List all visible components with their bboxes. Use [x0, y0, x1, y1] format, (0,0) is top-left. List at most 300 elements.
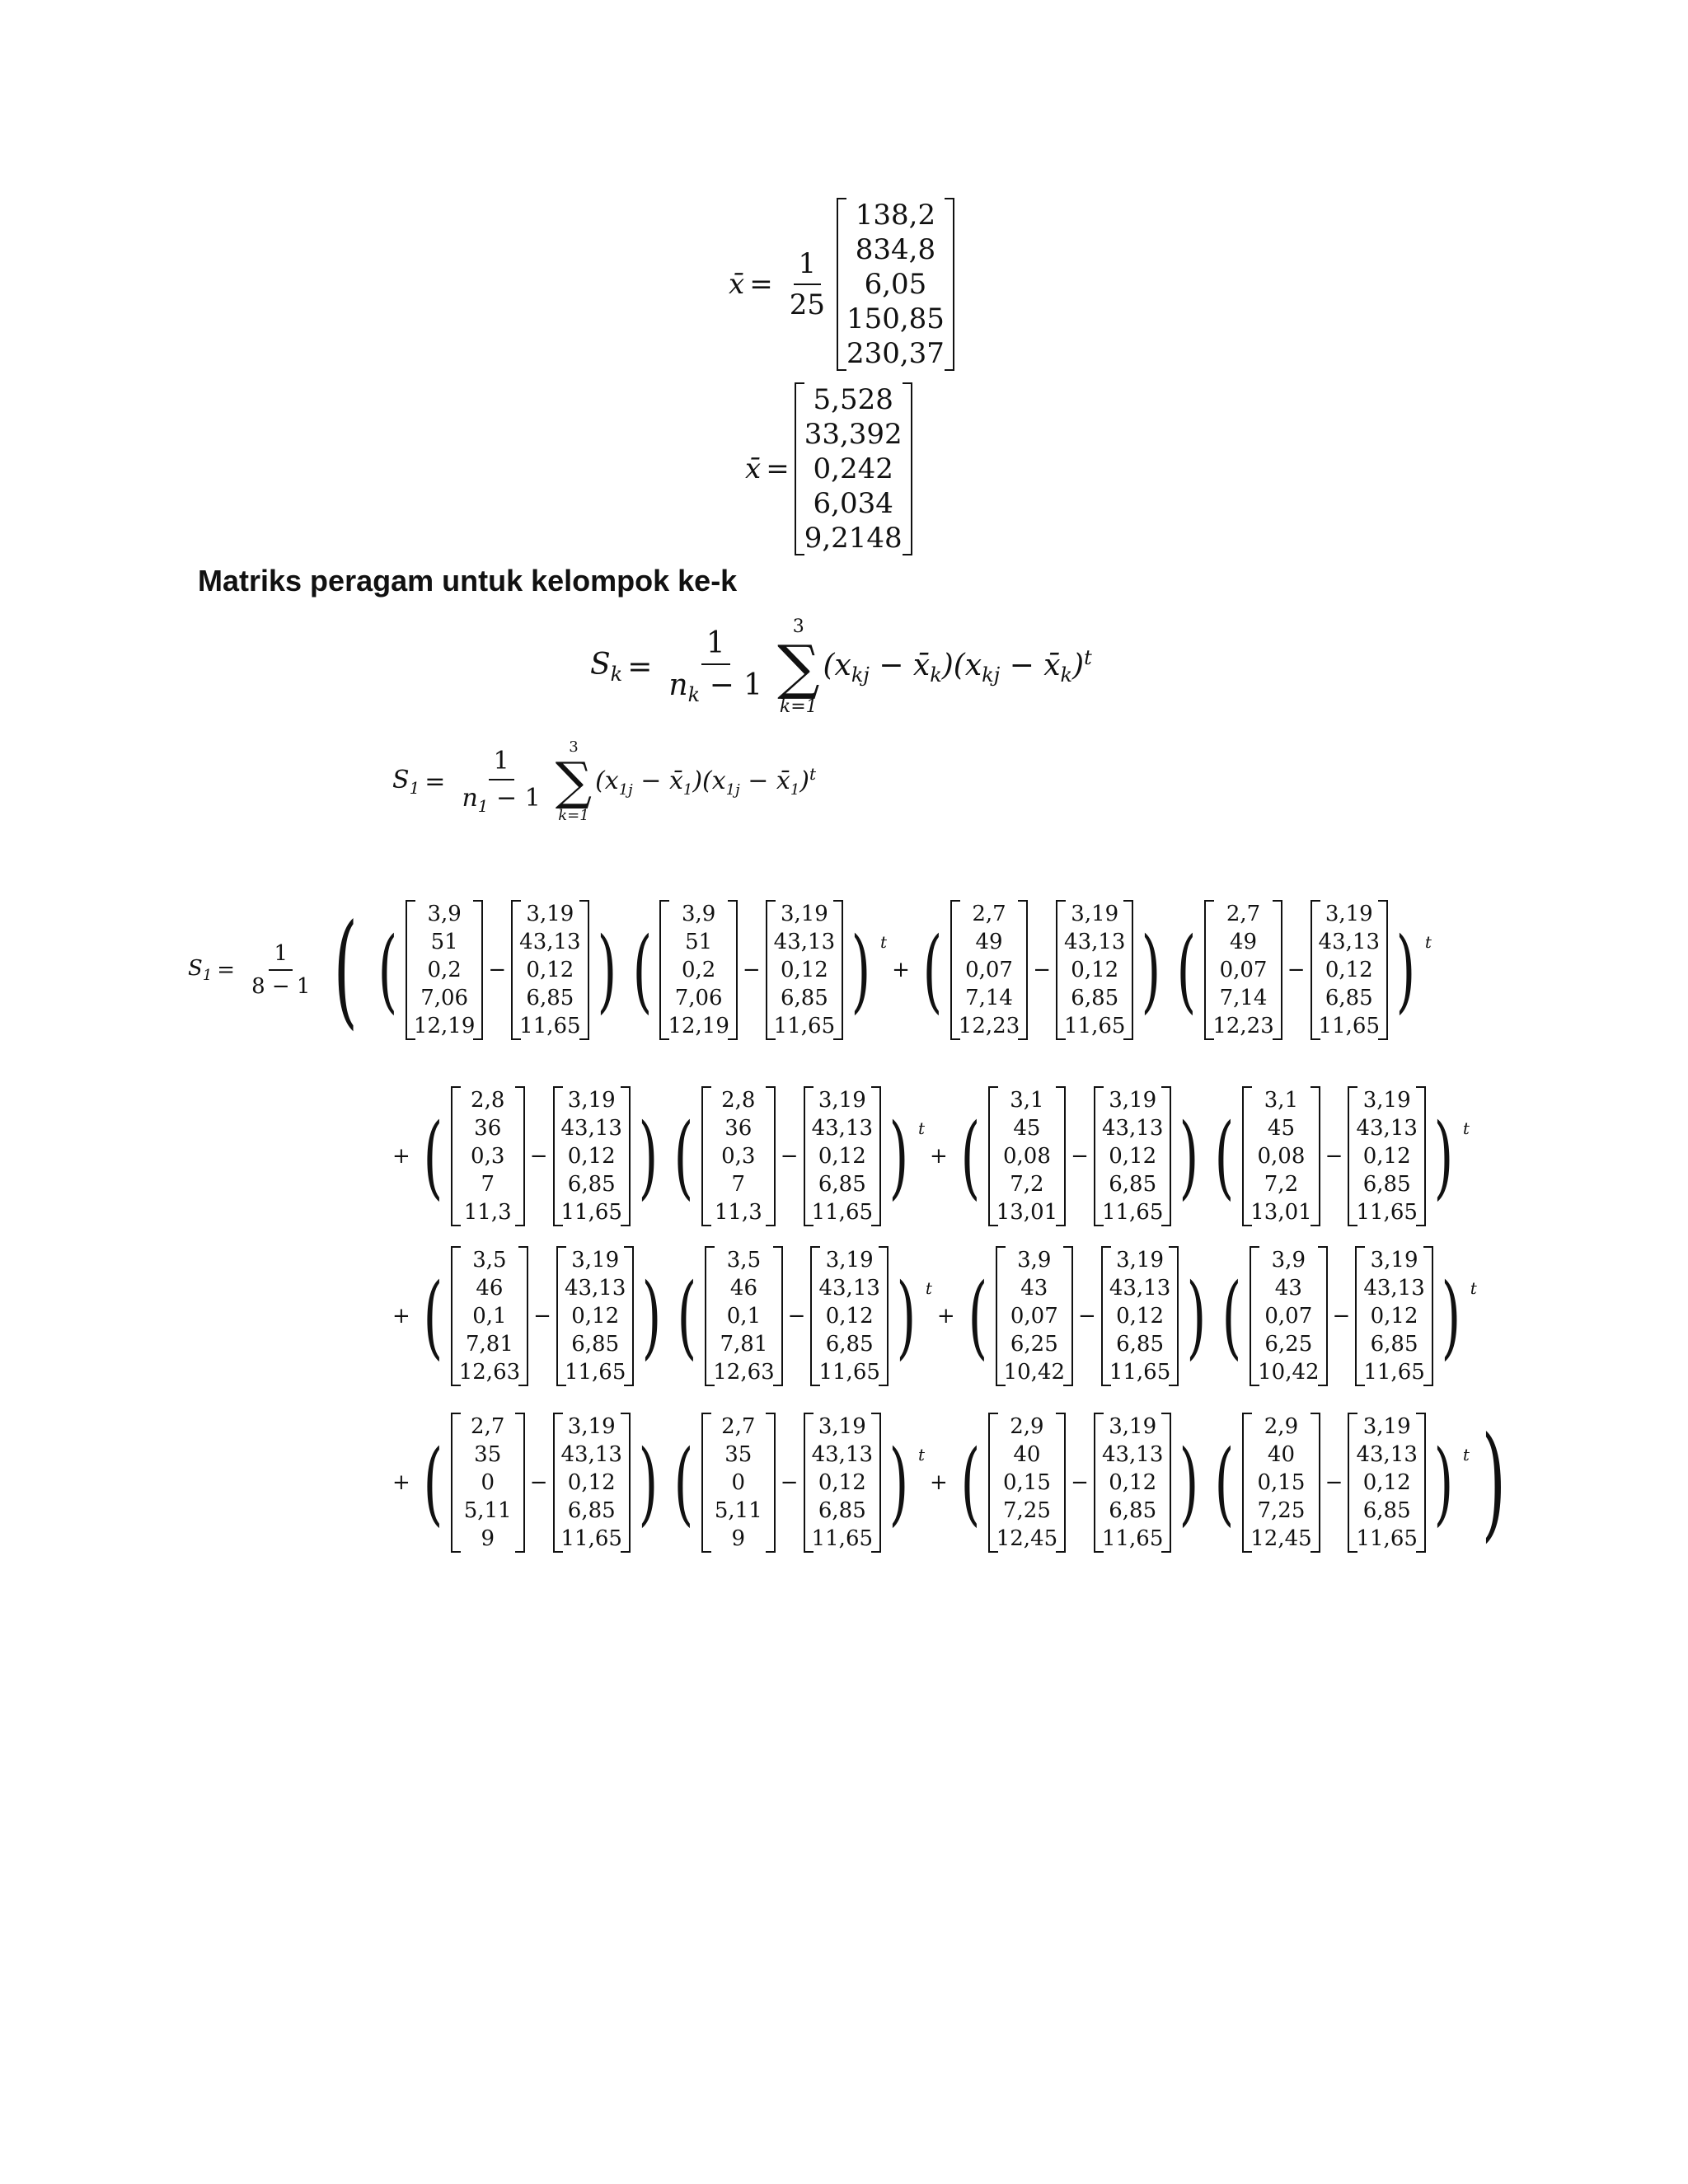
- minus-sign: −: [529, 1144, 548, 1169]
- observation-vector: [996, 1246, 1073, 1386]
- matrix-entry: 0,2: [681, 958, 716, 982]
- matrix-entry: 0,1: [472, 1304, 507, 1329]
- plus-sign: +: [392, 1304, 410, 1329]
- matrix-entry: 6,25: [1010, 1332, 1058, 1357]
- difference-group: [1169, 900, 1423, 1040]
- close-paren: ): [1395, 917, 1416, 1023]
- transpose-mark: t: [917, 1118, 925, 1138]
- difference-group: [915, 900, 1170, 1040]
- matrix-entry: 49: [1229, 930, 1258, 954]
- matrix-entry: 0,08: [1257, 1144, 1306, 1169]
- matrix-entry: 3,19: [818, 1414, 866, 1439]
- open-paren: (: [1214, 1430, 1235, 1535]
- difference-group: [415, 1413, 666, 1553]
- matrix-entry: 11,65: [818, 1360, 880, 1385]
- minus-sign: −: [1033, 958, 1052, 982]
- matrix-entry: 3,19: [1109, 1088, 1157, 1113]
- mean-vector: [1348, 1086, 1425, 1226]
- matrix-entry: 6,85: [1362, 1172, 1411, 1197]
- fraction-denominator: 8 − 1: [251, 974, 311, 999]
- difference-group: [415, 1246, 670, 1386]
- matrix-entry: 3,19: [1325, 902, 1373, 926]
- outer-product-term: [960, 1246, 1477, 1386]
- matrix-entry: 0: [481, 1470, 495, 1495]
- xbar-sum-equation: x̄ = $\frac{1}{25}$ 138,2 834,8 6,05 150,85 230,37: [729, 198, 954, 371]
- matrix-entry: 45: [1267, 1116, 1295, 1141]
- matrix-entry: 0,12: [526, 958, 574, 982]
- matrix-entry: 3,9: [427, 902, 462, 926]
- expansion-lhs: $S_1$: [188, 955, 213, 985]
- matrix-entry: 11,65: [1356, 1200, 1418, 1225]
- open-paren: (: [677, 1263, 697, 1369]
- expansion-fraction: [246, 941, 315, 999]
- difference-group: [1207, 1413, 1461, 1553]
- mean-vector: 5,528 33,392 0,242 6,034 9,2148: [795, 382, 912, 555]
- matrix-entry: 0,07: [965, 958, 1013, 982]
- matrix-entry: 7,2: [1010, 1172, 1044, 1197]
- matrix-entry: 43,13: [1363, 1276, 1425, 1301]
- matrix-entry: 11,65: [1363, 1360, 1425, 1385]
- minus-sign: −: [529, 1470, 548, 1495]
- matrix-entry: 40: [1267, 1442, 1295, 1467]
- s1-product: ($x_{1j}$ − $x̄_1)(x_{1j}$ − $x̄_1)^t$: [595, 764, 817, 799]
- observation-vector: [1242, 1413, 1320, 1553]
- outer-product-term: [415, 1086, 925, 1226]
- difference-group: [953, 1413, 1207, 1553]
- matrix-entry: 11,65: [811, 1200, 874, 1225]
- close-paren: ): [597, 917, 617, 1023]
- plus-sign: +: [930, 1470, 948, 1495]
- close-paren: ): [851, 917, 871, 1023]
- matrix-entry: 3,19: [567, 1414, 616, 1439]
- matrix-entry: 43,13: [1109, 1276, 1171, 1301]
- sk-fraction: $\frac{1}{n_k - 1}$: [668, 626, 763, 707]
- matrix-entry: 0,12: [1109, 1470, 1157, 1495]
- open-paren: (: [423, 1430, 443, 1535]
- matrix-entry: 43,13: [560, 1442, 622, 1467]
- open-paren: (: [632, 917, 652, 1023]
- close-paren: ): [896, 1263, 917, 1369]
- matrix-entry: 12,63: [713, 1360, 775, 1385]
- matrix-entry: 0,12: [1071, 958, 1119, 982]
- matrix-entry: 3,19: [567, 1088, 616, 1113]
- matrix-entry: 0,07: [1219, 958, 1268, 982]
- matrix-entry: 2,7: [471, 1414, 505, 1439]
- close-paren: ): [1179, 1430, 1199, 1535]
- xbar-symbol: x̄: [745, 452, 762, 485]
- matrix-entry: 46: [729, 1276, 757, 1301]
- matrix-entry: 43,13: [564, 1276, 626, 1301]
- matrix-entry: 7: [481, 1172, 495, 1197]
- outer-open-paren: (: [334, 898, 359, 1042]
- mean-vector: [556, 1246, 634, 1386]
- transpose-mark: t: [917, 1445, 925, 1465]
- observation-vector: [406, 900, 483, 1040]
- matrix-entry: 0,12: [825, 1304, 874, 1329]
- matrix-entry: 7,14: [965, 986, 1013, 1010]
- matrix-entry: 7,25: [1257, 1498, 1306, 1523]
- open-paren: (: [960, 1430, 981, 1535]
- matrix-entry: 12,19: [668, 1014, 729, 1038]
- matrix-entry: 43,13: [1101, 1442, 1164, 1467]
- outer-close-paren: ): [1481, 1411, 1506, 1554]
- observation-vector: [988, 1413, 1066, 1553]
- plus-sign: +: [892, 958, 910, 982]
- matrix-entry: 0,07: [1264, 1304, 1313, 1329]
- outer-product-term: [415, 1413, 925, 1553]
- matrix-entry: 0,1: [726, 1304, 762, 1329]
- matrix-entry: 43,13: [1356, 1442, 1418, 1467]
- outer-product-term: [370, 900, 887, 1040]
- matrix-entry: 13,01: [1250, 1200, 1312, 1225]
- matrix-entry: 3,9: [1017, 1248, 1052, 1272]
- matrix-entry: 5,11: [463, 1498, 512, 1523]
- outer-product-term: [915, 900, 1432, 1040]
- expansion-row-1: [188, 900, 1432, 1040]
- transpose-mark: t: [880, 932, 888, 952]
- close-paren: ): [642, 1263, 662, 1369]
- close-paren: ): [1186, 1263, 1207, 1369]
- matrix-entry: 6,85: [1109, 1172, 1157, 1197]
- difference-group: [415, 1086, 666, 1226]
- open-paren: (: [922, 917, 943, 1023]
- matrix-entry: 0,12: [571, 1304, 620, 1329]
- matrix-entry: 0,12: [1362, 1470, 1411, 1495]
- difference-group: [953, 1086, 1207, 1226]
- matrix-entry: 7,2: [1264, 1172, 1299, 1197]
- matrix-entry: 3,19: [526, 902, 574, 926]
- matrix-entry: 11,65: [1101, 1200, 1164, 1225]
- minus-sign: −: [780, 1470, 799, 1495]
- matrix-entry: 6,85: [1325, 986, 1373, 1010]
- matrix-entry: 43,13: [818, 1276, 880, 1301]
- mean-vector: [810, 1246, 888, 1386]
- open-paren: (: [1214, 1104, 1235, 1209]
- observation-vector: [988, 1086, 1066, 1226]
- difference-group: [370, 900, 625, 1040]
- matrix-entry: 0,12: [1362, 1144, 1411, 1169]
- matrix-entry: 0,07: [1010, 1304, 1058, 1329]
- section-heading: Matriks peragam untuk kelompok ke-k: [198, 564, 738, 598]
- observation-vector: [451, 1086, 525, 1226]
- matrix-entry: 0,2: [427, 958, 462, 982]
- matrix-entry: 11,65: [560, 1200, 622, 1225]
- matrix-entry: 3,5: [472, 1248, 507, 1272]
- mean-vector: [1355, 1246, 1432, 1386]
- matrix-entry: 43,13: [560, 1116, 622, 1141]
- open-paren: (: [673, 1430, 694, 1535]
- close-paren: ): [889, 1104, 909, 1209]
- observation-vector: [1250, 1246, 1327, 1386]
- matrix-entry: 12,23: [958, 1014, 1020, 1038]
- minus-sign: −: [1071, 1144, 1089, 1169]
- matrix-entry: 6,25: [1264, 1332, 1313, 1357]
- matrix-entry: 46: [476, 1276, 504, 1301]
- expansion-row-3: [387, 1246, 1477, 1386]
- matrix-entry: 0,12: [780, 958, 828, 982]
- matrix-entry: 3,9: [1271, 1248, 1306, 1272]
- matrix-entry: 3,19: [571, 1248, 620, 1272]
- matrix-entry: 3,19: [1109, 1414, 1157, 1439]
- matrix-entry: 0,12: [818, 1470, 866, 1495]
- minus-sign: −: [533, 1304, 551, 1329]
- matrix-entry: 2,7: [1226, 902, 1261, 926]
- close-paren: ): [638, 1430, 659, 1535]
- matrix-entry: 0,3: [721, 1144, 756, 1169]
- matrix-entry: 2,7: [972, 902, 1006, 926]
- matrix-entry: 0,12: [1116, 1304, 1164, 1329]
- matrix-entry: 0,12: [818, 1144, 866, 1169]
- plus-sign: +: [930, 1144, 948, 1169]
- expansion-row-2: [387, 1086, 1470, 1226]
- matrix-entry: 7,81: [465, 1332, 513, 1357]
- matrix-entry: 3,1: [1010, 1088, 1044, 1113]
- matrix-entry: 9: [481, 1526, 495, 1551]
- outer-product-term: [415, 1246, 932, 1386]
- close-paren: ): [638, 1104, 659, 1209]
- observation-vector: [701, 1413, 776, 1553]
- minus-sign: −: [488, 958, 507, 982]
- matrix-entry: 3,19: [1370, 1248, 1418, 1272]
- minus-sign: −: [1332, 1304, 1351, 1329]
- matrix-entry: 3,19: [1116, 1248, 1164, 1272]
- plus-sign: +: [392, 1144, 410, 1169]
- matrix-entry: 6,85: [567, 1498, 616, 1523]
- outer-product-term: [953, 1086, 1470, 1226]
- matrix-entry: 51: [685, 930, 713, 954]
- sum-vector: 138,2 834,8 6,05 150,85 230,37: [837, 198, 954, 371]
- close-paren: ): [1441, 1263, 1461, 1369]
- matrix-entry: 40: [1013, 1442, 1041, 1467]
- outer-product-term: [953, 1413, 1470, 1553]
- fraction-numerator: 1: [269, 941, 293, 971]
- minus-sign: −: [780, 1144, 799, 1169]
- fraction-one-over-25: $\frac{1}{25}$: [789, 247, 825, 321]
- observation-vector: [451, 1246, 528, 1386]
- matrix-entry: 43,13: [773, 930, 836, 954]
- matrix-entry: 11,3: [714, 1200, 762, 1225]
- matrix-entry: 51: [430, 930, 458, 954]
- matrix-entry: 0,15: [1002, 1470, 1051, 1495]
- matrix-entry: 3,19: [818, 1088, 866, 1113]
- matrix-entry: 3,9: [681, 902, 716, 926]
- matrix-entry: 7,81: [720, 1332, 768, 1357]
- matrix-entry: 2,8: [471, 1088, 505, 1113]
- matrix-entry: 13,01: [996, 1200, 1058, 1225]
- observation-vector: [659, 900, 737, 1040]
- open-paren: (: [673, 1104, 694, 1209]
- matrix-entry: 6,85: [780, 986, 828, 1010]
- matrix-entry: 0,15: [1257, 1470, 1306, 1495]
- matrix-entry: 12,63: [458, 1360, 521, 1385]
- minus-sign: −: [1287, 958, 1306, 982]
- matrix-entry: 0,12: [1325, 958, 1373, 982]
- close-paren: ): [889, 1430, 909, 1535]
- matrix-entry: 43,13: [1318, 930, 1380, 954]
- matrix-entry: 5,11: [714, 1498, 762, 1523]
- matrix-entry: 6,85: [567, 1172, 616, 1197]
- minus-sign: −: [787, 1304, 806, 1329]
- matrix-entry: 12,45: [996, 1526, 1058, 1551]
- difference-group: [1207, 1086, 1461, 1226]
- observation-vector: [705, 1246, 782, 1386]
- matrix-entry: 0,12: [567, 1470, 616, 1495]
- open-paren: (: [423, 1104, 443, 1209]
- transpose-mark: t: [925, 1278, 932, 1298]
- matrix-entry: 6,85: [818, 1498, 866, 1523]
- mean-vector: [1311, 900, 1388, 1040]
- matrix-entry: 2,8: [721, 1088, 756, 1113]
- matrix-entry: 43,13: [1064, 930, 1126, 954]
- matrix-entry: 11,65: [1318, 1014, 1380, 1038]
- matrix-entry: 35: [724, 1442, 753, 1467]
- matrix-entry: 2,7: [721, 1414, 756, 1439]
- mean-vector: [1348, 1413, 1425, 1553]
- expansion-row-4: [387, 1413, 1517, 1553]
- matrix-entry: 3,19: [825, 1248, 874, 1272]
- difference-group: [666, 1413, 917, 1553]
- matrix-entry: 43,13: [1101, 1116, 1164, 1141]
- close-paren: ): [1433, 1104, 1454, 1209]
- matrix-entry: 11,65: [1356, 1526, 1418, 1551]
- matrix-entry: 7,25: [1002, 1498, 1051, 1523]
- minus-sign: −: [742, 958, 761, 982]
- matrix-entry: 0,12: [1109, 1144, 1157, 1169]
- minus-sign: −: [1325, 1470, 1343, 1495]
- matrix-entry: 36: [724, 1116, 753, 1141]
- matrix-entry: 43,13: [811, 1116, 874, 1141]
- matrix-entry: 0: [731, 1470, 746, 1495]
- sk-product: ($x_{kj}$ − $x̄_k)(x_{kj}$ − $x̄_k)^t$: [823, 646, 1092, 687]
- matrix-entry: 0,08: [1002, 1144, 1051, 1169]
- matrix-entry: 7,06: [420, 986, 469, 1010]
- matrix-entry: 10,42: [1258, 1360, 1320, 1385]
- observation-vector: [1204, 900, 1282, 1040]
- difference-group: [666, 1086, 917, 1226]
- matrix-entry: 3,19: [1071, 902, 1119, 926]
- matrix-entry: 7,14: [1219, 986, 1268, 1010]
- matrix-entry: 6,85: [1362, 1498, 1411, 1523]
- matrix-entry: 6,85: [526, 986, 574, 1010]
- matrix-entry: 11,65: [1109, 1360, 1171, 1385]
- matrix-entry: 9: [731, 1526, 746, 1551]
- open-paren: (: [1221, 1263, 1242, 1369]
- matrix-entry: 0,12: [567, 1144, 616, 1169]
- matrix-entry: 6,85: [1109, 1498, 1157, 1523]
- equals-sign: =: [217, 958, 236, 982]
- matrix-entry: 12,45: [1250, 1526, 1312, 1551]
- matrix-entry: 10,42: [1003, 1360, 1066, 1385]
- open-paren: (: [960, 1104, 981, 1209]
- matrix-entry: 35: [474, 1442, 502, 1467]
- transpose-mark: t: [1462, 1445, 1470, 1465]
- matrix-entry: 6,85: [818, 1172, 866, 1197]
- matrix-entry: 11,65: [1101, 1526, 1164, 1551]
- s1-fraction: $\frac{1}{n_1 - 1}$: [462, 747, 541, 816]
- matrix-entry: 45: [1013, 1116, 1041, 1141]
- minus-sign: −: [1325, 1144, 1343, 1169]
- transpose-mark: t: [1424, 932, 1432, 952]
- close-paren: ): [1142, 917, 1161, 1023]
- matrix-entry: 6,85: [1370, 1332, 1418, 1357]
- minus-sign: −: [1071, 1470, 1089, 1495]
- matrix-entry: 43,13: [1356, 1116, 1418, 1141]
- mean-vector: [1056, 900, 1133, 1040]
- mean-vector: [553, 1413, 631, 1553]
- close-paren: ): [1433, 1430, 1454, 1535]
- difference-group: [960, 1246, 1215, 1386]
- matrix-entry: 36: [474, 1116, 502, 1141]
- observation-vector: [950, 900, 1028, 1040]
- open-paren: (: [1177, 917, 1197, 1023]
- xbar-mean-equation: x̄ = 5,528 33,392 0,242 6,034 9,2148: [745, 382, 912, 555]
- matrix-entry: 6,85: [1071, 986, 1119, 1010]
- matrix-entry: 2,9: [1010, 1414, 1044, 1439]
- plus-sign: +: [392, 1470, 410, 1495]
- matrix-entry: 43: [1274, 1276, 1302, 1301]
- observation-vector: [451, 1413, 525, 1553]
- xbar-symbol: x̄: [729, 268, 745, 301]
- matrix-entry: 49: [975, 930, 1003, 954]
- mean-vector: [804, 1413, 881, 1553]
- matrix-entry: 3,19: [1362, 1088, 1411, 1113]
- close-paren: ): [1179, 1104, 1199, 1209]
- matrix-entry: 11,65: [811, 1526, 874, 1551]
- mean-vector: [1101, 1246, 1179, 1386]
- transpose-mark: t: [1462, 1118, 1470, 1138]
- open-paren: (: [423, 1263, 443, 1369]
- sk-formula: $S_k$ = $\frac{1}{n_k - 1}$ 3 ∑ k=1 ($x_{kj}$ − $x̄_k)(x_{kj}$ − $x̄_k)^t$: [590, 616, 1092, 717]
- observation-vector: [1242, 1086, 1320, 1226]
- difference-group: [625, 900, 879, 1040]
- matrix-entry: 43: [1020, 1276, 1048, 1301]
- matrix-entry: 11,65: [560, 1526, 622, 1551]
- sigma-sum: 3 ∑ k=1: [777, 616, 820, 717]
- matrix-entry: 0,12: [1370, 1304, 1418, 1329]
- matrix-entry: 3,19: [1362, 1414, 1411, 1439]
- matrix-entry: 12,19: [413, 1014, 476, 1038]
- mean-vector: [1094, 1086, 1171, 1226]
- matrix-entry: 11,65: [773, 1014, 836, 1038]
- sigma-sum: 3 ∑ k=1: [555, 738, 593, 824]
- transpose-mark: t: [1470, 1278, 1477, 1298]
- matrix-entry: 6,85: [825, 1332, 874, 1357]
- open-paren: (: [377, 917, 398, 1023]
- matrix-entry: 7,06: [674, 986, 723, 1010]
- matrix-entry: 11,65: [519, 1014, 581, 1038]
- open-paren: (: [968, 1263, 987, 1369]
- difference-group: [669, 1246, 924, 1386]
- mean-vector: [553, 1086, 631, 1226]
- mean-vector: [511, 900, 588, 1040]
- mean-vector: [766, 900, 843, 1040]
- matrix-entry: 11,65: [1064, 1014, 1126, 1038]
- matrix-entry: 3,5: [726, 1248, 762, 1272]
- mean-vector: [1094, 1413, 1171, 1553]
- minus-sign: −: [1078, 1304, 1096, 1329]
- matrix-entry: 3,19: [780, 902, 828, 926]
- matrix-entry: 6,85: [1116, 1332, 1164, 1357]
- matrix-entry: 11,3: [463, 1200, 512, 1225]
- matrix-entry: 0,3: [471, 1144, 505, 1169]
- observation-vector: [701, 1086, 776, 1226]
- s1-formula: $S_1$ = $\frac{1}{n_1 - 1}$ 3 ∑ k=1 ($x_{1j}$ − $x̄_1)(x_{1j}$ − $x̄_1)^t$: [392, 738, 817, 824]
- matrix-entry: 43,13: [519, 930, 581, 954]
- matrix-entry: 12,23: [1212, 1014, 1274, 1038]
- matrix-entry: 11,65: [564, 1360, 626, 1385]
- matrix-entry: 7: [731, 1172, 746, 1197]
- difference-group: [1214, 1246, 1469, 1386]
